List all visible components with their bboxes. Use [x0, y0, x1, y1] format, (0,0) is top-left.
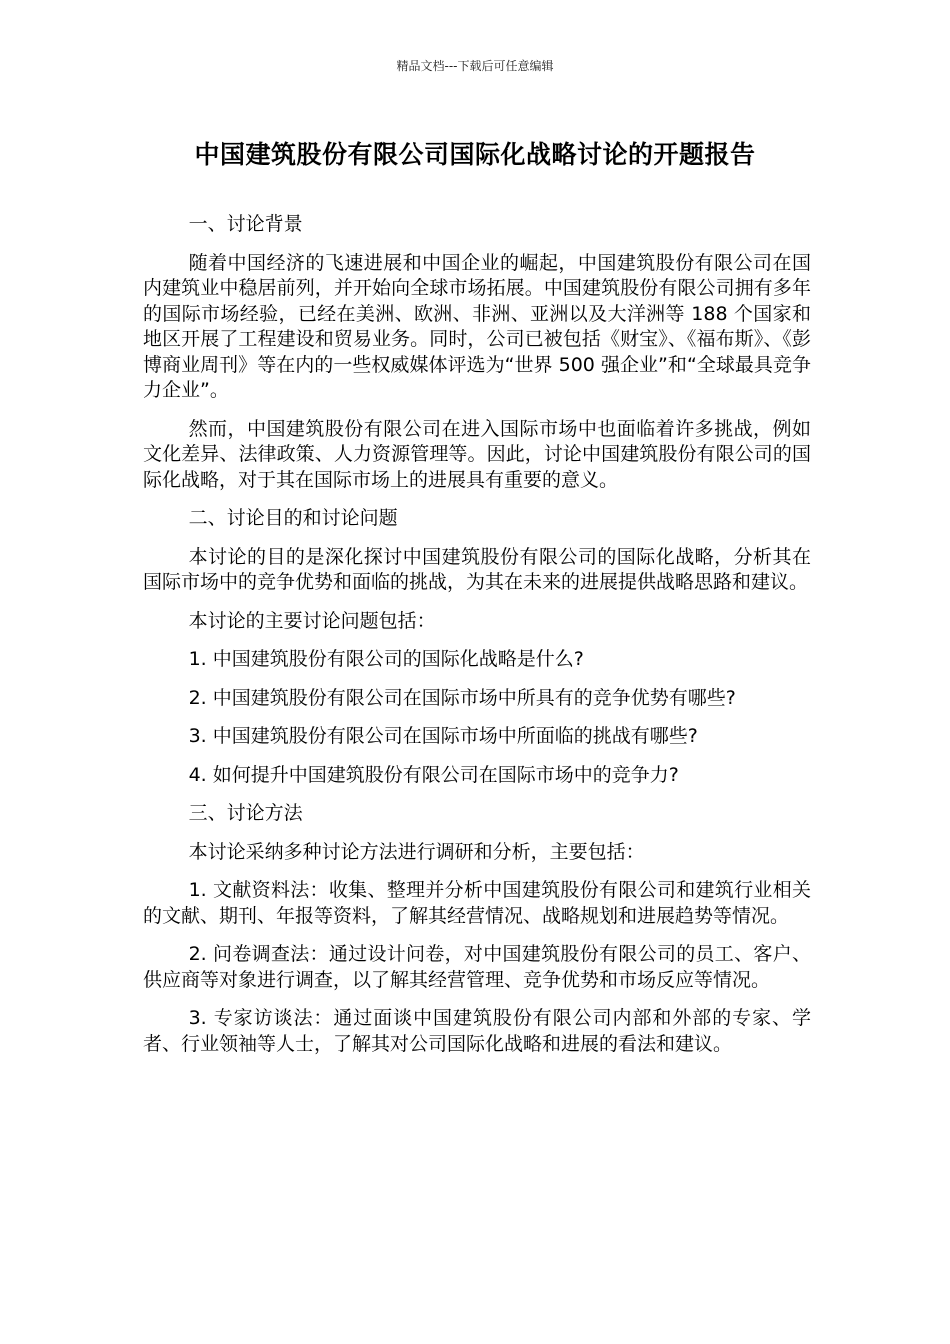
question-item-3: 3. 中国建筑股份有限公司在国际市场中所面临的挑战有哪些?	[188, 725, 698, 747]
document-body	[143, 212, 811, 1070]
paragraph-methods-intro: 本讨论采纳多种讨论方法进行调研和分析，主要包括：	[188, 840, 645, 863]
question-item-1: 1. 中国建筑股份有限公司的国际化战略是什么?	[188, 648, 584, 670]
method-item-2: 2. 问卷调查法：通过设计问卷，对中国建筑股份有限公司的员工、客户、供应商等对象进行调查，以了解其经营管理、竞争优势和市场反应等情况。	[143, 943, 811, 991]
paragraph-purpose: 本讨论的目的是深化探讨中国建筑股份有限公司的国际化战略，分析其在国际市场中的竞争优势和面临的挑战，为其在未来的进展提供战略思路和建议。	[143, 545, 811, 593]
paragraph-background-2: 然而，中国建筑股份有限公司在进入国际市场中也面临着许多挑战，例如文化差异、法律政策、人力资源管理等。因此，讨论中国建筑股份有限公司的国际化战略，对于其在国际市场上的进展具有重要的意义。	[143, 417, 811, 491]
question-item-2: 2. 中国建筑股份有限公司在国际市场中所具有的竞争优势有哪些?	[188, 686, 736, 709]
method-item-1: 1. 文献资料法：收集、整理并分析中国建筑股份有限公司和建筑行业相关的文献、期刊、年报等资料，了解其经营情况、战略规划和进展趋势等情况。	[143, 879, 811, 927]
section-heading-background: 一、讨论背景	[188, 213, 303, 235]
paragraph-questions-intro: 本讨论的主要讨论问题包括：	[188, 609, 436, 632]
section-heading-methods: 三、讨论方法	[188, 802, 303, 824]
method-item-3: 3. 专家访谈法：通过面谈中国建筑股份有限公司内部和外部的专家、学者、行业领袖等人士，了解其对公司国际化战略和进展的看法和建议。	[143, 1007, 811, 1055]
header-note: 精品文档---下载后可任意编辑	[396, 59, 554, 73]
paragraph-background-1: 随着中国经济的飞速进展和中国企业的崛起，中国建筑股份有限公司在国内建筑业中稳居前列，并开始向全球市场拓展。中国建筑股份有限公司拥有多年的国际市场经验，已经在美洲、欧洲、非洲、亚洲以及大洋洲等 188 个国家和地区开展了工程建设和贸易业务。同时，公司已被包括《财宝》、《福布斯》、《彭博商业周刊》等在内的一些权威媒体评选为“世界 500 强企业”和“全球最具竞争力企业”。	[143, 251, 811, 401]
document-title: 中国建筑股份有限公司国际化战略讨论的开题报告	[194, 140, 756, 169]
section-heading-purpose: 二、讨论目的和讨论问题	[188, 507, 398, 529]
question-item-4: 4. 如何提升中国建筑股份有限公司在国际市场中的竞争力?	[188, 763, 679, 786]
